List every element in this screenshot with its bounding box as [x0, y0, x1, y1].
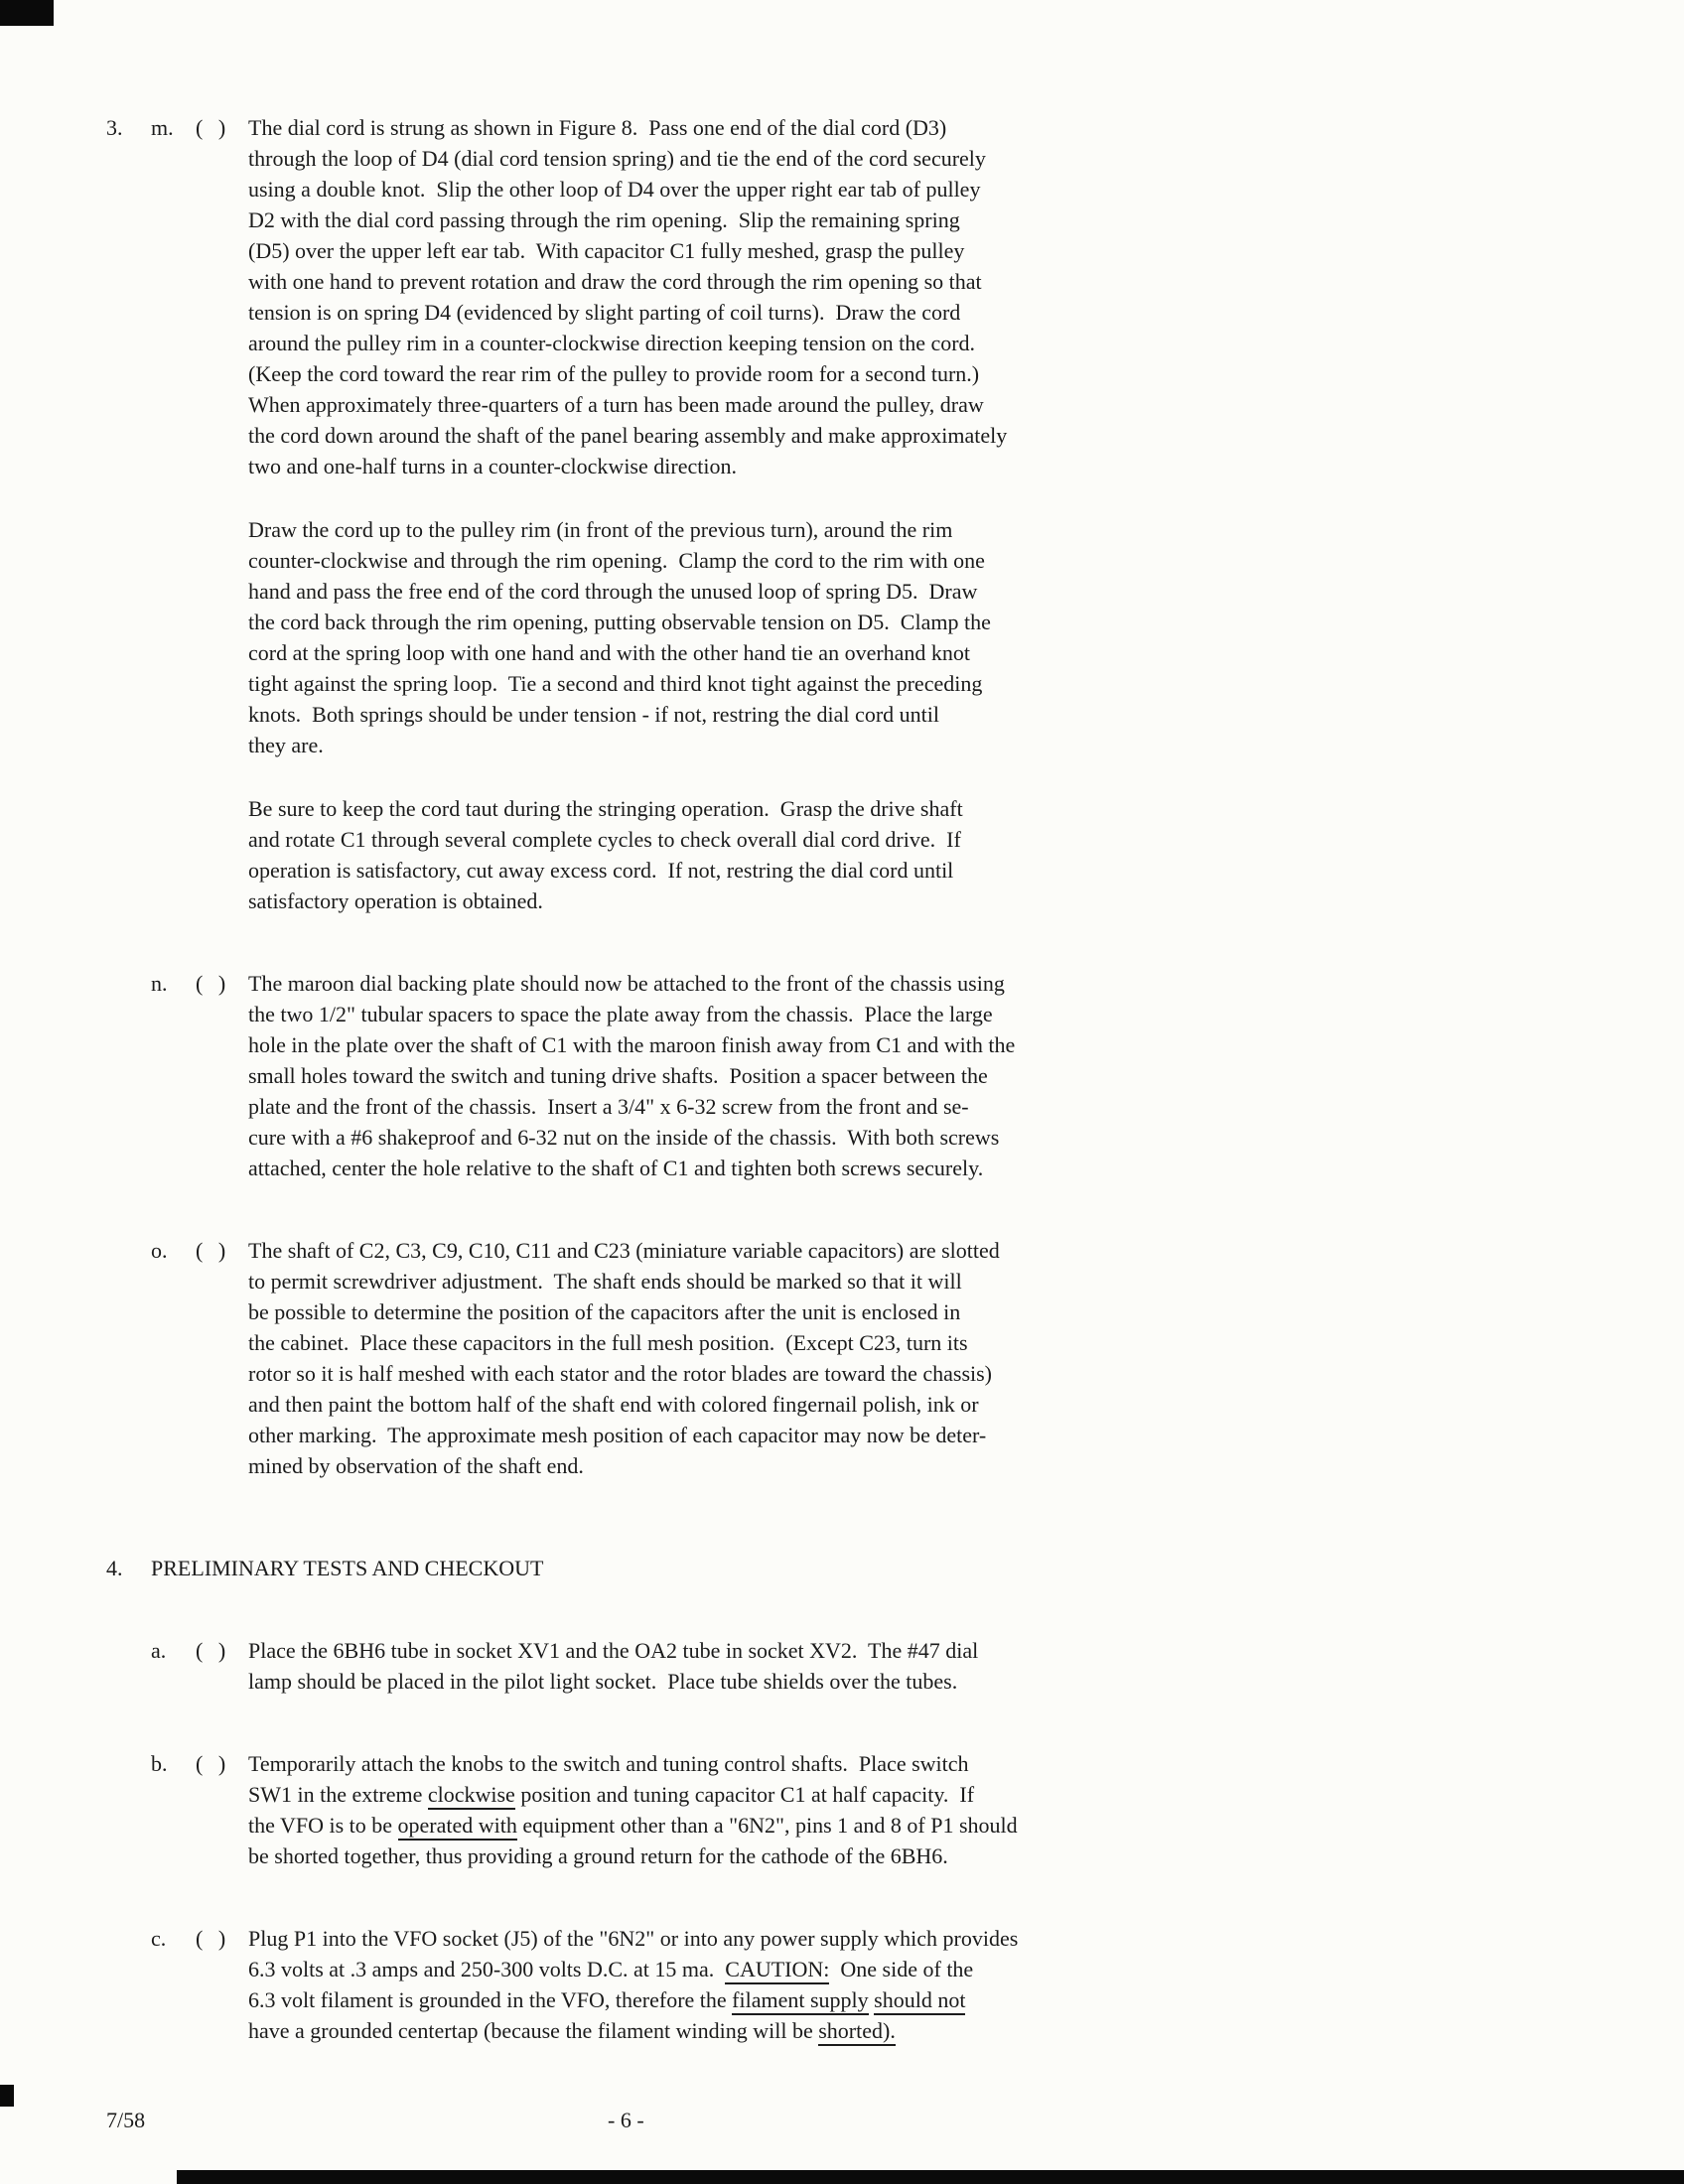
item-text — [248, 1923, 1684, 2046]
text-line: tension is on spring D4 (evidenced by slight parting of coil turns). Draw the cord — [248, 300, 961, 325]
checklist-item-c — [106, 1923, 1684, 2046]
text-line: the cord down around the shaft of the panel bearing assembly and make approximately — [248, 423, 1008, 448]
text-line: rotor so it is half meshed with each stator and the rotor blades are toward the chassis) — [248, 1361, 992, 1386]
item-letter: c. — [151, 1926, 167, 1951]
text-line: attached, center the hole relative to the shaft of C1 and tighten both screws securely. — [248, 1156, 984, 1180]
text-line: the cord back through the rim opening, putting observable tension on D5. Clamp the — [248, 610, 991, 634]
text-line: around the pulley rim in a counter-clockwise direction keeping tension on the cord. — [248, 331, 976, 355]
text-line: using a double knot. Slip the other loop of D4 over the upper right ear tab of pulley — [248, 177, 981, 202]
text-line: satisfactory operation is obtained. — [248, 888, 543, 913]
item-text — [248, 1748, 1684, 1871]
text-line: the cabinet. Place these capacitors in the full mesh position. (Except C23, turn its — [248, 1330, 968, 1355]
text-line: tight against the spring loop. Tie a second and third knot tight against the preceding — [248, 671, 983, 696]
underlined-text: operated with — [398, 1813, 517, 1841]
paragraph — [248, 514, 1684, 760]
text-line: Draw the cord up to the pulley rim (in front of the previous turn), around the rim — [248, 517, 953, 542]
assembly-checklist — [106, 112, 1684, 2046]
text-line: Be sure to keep the cord taut during the stringing operation. Grasp the drive shaft — [248, 796, 963, 821]
paragraph — [248, 1635, 1684, 1697]
checkbox: ( ) — [196, 971, 231, 996]
text-line: Temporarily attach the knobs to the switch and tuning control shafts. Place switch — [248, 1751, 969, 1776]
checklist-item-m — [106, 112, 1684, 916]
scan-artifact-top-left — [0, 0, 54, 26]
text-line: the VFO is to be operated with equipment other than a "6N2", pins 1 and 8 of P1 should — [248, 1810, 1684, 1841]
text-line: the two 1/2" tubular spacers to space the plate away from the chassis. Place the large — [248, 1002, 993, 1026]
item-letter: m. — [151, 115, 174, 140]
text-line: they are. — [248, 733, 324, 757]
item-text — [248, 1235, 1684, 1481]
text-line: through the loop of D4 (dial cord tension spring) and tie the end of the cord securely — [248, 146, 986, 171]
checklist-item-a — [106, 1635, 1684, 1697]
footer-page-number: - 6 - — [608, 2108, 644, 2132]
underlined-text: clockwise — [428, 1782, 515, 1810]
text-line: two and one-half turns in a counter-clockwise direction. — [248, 454, 737, 478]
text-line: The dial cord is strung as shown in Figure 8. Pass one end of the dial cord (D3) — [248, 115, 947, 140]
text-line: cord at the spring loop with one hand and with the other hand tie an overhand knot — [248, 640, 971, 665]
section-heading — [106, 1553, 1684, 1583]
text-line: mined by observation of the shaft end. — [248, 1453, 584, 1478]
text-line: be shorted together, thus providing a ground return for the cathode of the 6BH6. — [248, 1843, 948, 1868]
text-line: and rotate C1 through several complete cycles to check overall dial cord drive. If — [248, 827, 961, 852]
section-number: 4. — [106, 1556, 123, 1580]
text-line: When approximately three-quarters of a turn has been made around the pulley, draw — [248, 392, 984, 417]
text-line: operation is satisfactory, cut away excess cord. If not, restring the dial cord until — [248, 858, 954, 883]
paragraph — [248, 1235, 1684, 1481]
text-line: small holes toward the switch and tuning drive shafts. Position a spacer between the — [248, 1063, 988, 1088]
text-line: 6.3 volts at .3 amps and 250-300 volts D.C. at 15 ma. CAUTION: One side of the — [248, 1954, 1684, 1984]
text-line: plate and the front of the chassis. Insert a 3/4" x 6-32 screw from the front and se- — [248, 1094, 969, 1119]
text-line: be possible to determine the position of the capacitors after the unit is enclosed in — [248, 1299, 961, 1324]
text-line: (Keep the cord toward the rear rim of the pulley to provide room for a second turn.) — [248, 361, 980, 386]
text-line: hole in the plate over the shaft of C1 with the maroon finish away from C1 and with the — [248, 1032, 1016, 1057]
underlined-text: shorted). — [818, 2018, 896, 2046]
page-content — [0, 112, 1684, 2046]
text-line: with one hand to prevent rotation and draw the cord through the rim opening so that — [248, 269, 982, 294]
section-title: PRELIMINARY TESTS AND CHECKOUT — [151, 1556, 544, 1580]
underlined-text: should not — [874, 1987, 965, 2015]
paragraph — [248, 1748, 1684, 1871]
text-line: have a grounded centertap (because the filament winding will be shorted). — [248, 2015, 1684, 2046]
text-line: D2 with the dial cord passing through the rim opening. Slip the remaining spring — [248, 207, 960, 232]
item-letter: b. — [151, 1751, 168, 1776]
item-text — [248, 112, 1684, 916]
underlined-text: CAUTION: — [725, 1957, 829, 1984]
paragraph — [248, 793, 1684, 916]
paragraph — [248, 1923, 1684, 2046]
page-footer — [0, 2105, 1684, 2136]
text-line: Place the 6BH6 tube in socket XV1 and the OA2 tube in socket XV2. The #47 dial — [248, 1638, 979, 1663]
text-line: knots. Both springs should be under tension - if not, restring the dial cord until — [248, 702, 939, 727]
text-line: and then paint the bottom half of the shaft end with colored fingernail polish, ink or — [248, 1392, 979, 1417]
text-line: 6.3 volt filament is grounded in the VFO, therefore the filament supply should not — [248, 1984, 1684, 2015]
checkbox: ( ) — [196, 1238, 231, 1263]
text-line: cure with a #6 shakeproof and 6-32 nut on the inside of the chassis. With both screws — [248, 1125, 1000, 1150]
paragraph — [248, 968, 1684, 1183]
checklist-item-b — [106, 1748, 1684, 1871]
checkbox: ( ) — [196, 1638, 231, 1663]
text-line: SW1 in the extreme clockwise position and tuning capacitor C1 at half capacity. If — [248, 1779, 1684, 1810]
footer-date: 7/58 — [106, 2108, 146, 2132]
paragraph — [248, 112, 1684, 481]
text-line: lamp should be placed in the pilot light socket. Place tube shields over the tubes. — [248, 1669, 958, 1694]
underlined-text: filament supply — [732, 1987, 868, 2015]
text-line: hand and pass the free end of the cord through the unused loop of spring D5. Draw — [248, 579, 978, 604]
item-letter: a. — [151, 1638, 167, 1663]
checklist-item-n — [106, 968, 1684, 1183]
scan-artifact-bottom-left — [0, 2085, 14, 2107]
text-line: The maroon dial backing plate should now be attached to the front of the chassis using — [248, 971, 1005, 996]
text-line: The shaft of C2, C3, C9, C10, C11 and C23 (miniature variable capacitors) are slotted — [248, 1238, 1000, 1263]
checkbox: ( ) — [196, 115, 231, 140]
text-line: other marking. The approximate mesh position of each capacitor may now be deter- — [248, 1423, 987, 1447]
item-letter: n. — [151, 971, 168, 996]
checkbox: ( ) — [196, 1926, 231, 1951]
checklist-item-o — [106, 1235, 1684, 1481]
text-line: (D5) over the upper left ear tab. With capacitor C1 fully meshed, grasp the pulley — [248, 238, 965, 263]
checkbox: ( ) — [196, 1751, 231, 1776]
scan-artifact-bottom-bar — [177, 2170, 1684, 2184]
text-line: counter-clockwise and through the rim opening. Clamp the cord to the rim with one — [248, 548, 985, 573]
text-line: Plug P1 into the VFO socket (J5) of the "6N2" or into any power supply which provides — [248, 1926, 1019, 1951]
item-text — [248, 968, 1684, 1183]
item-number: 3. — [106, 115, 123, 140]
item-letter: o. — [151, 1238, 168, 1263]
text-line: to permit screwdriver adjustment. The shaft ends should be marked so that it will — [248, 1269, 962, 1294]
item-text — [248, 1635, 1684, 1697]
